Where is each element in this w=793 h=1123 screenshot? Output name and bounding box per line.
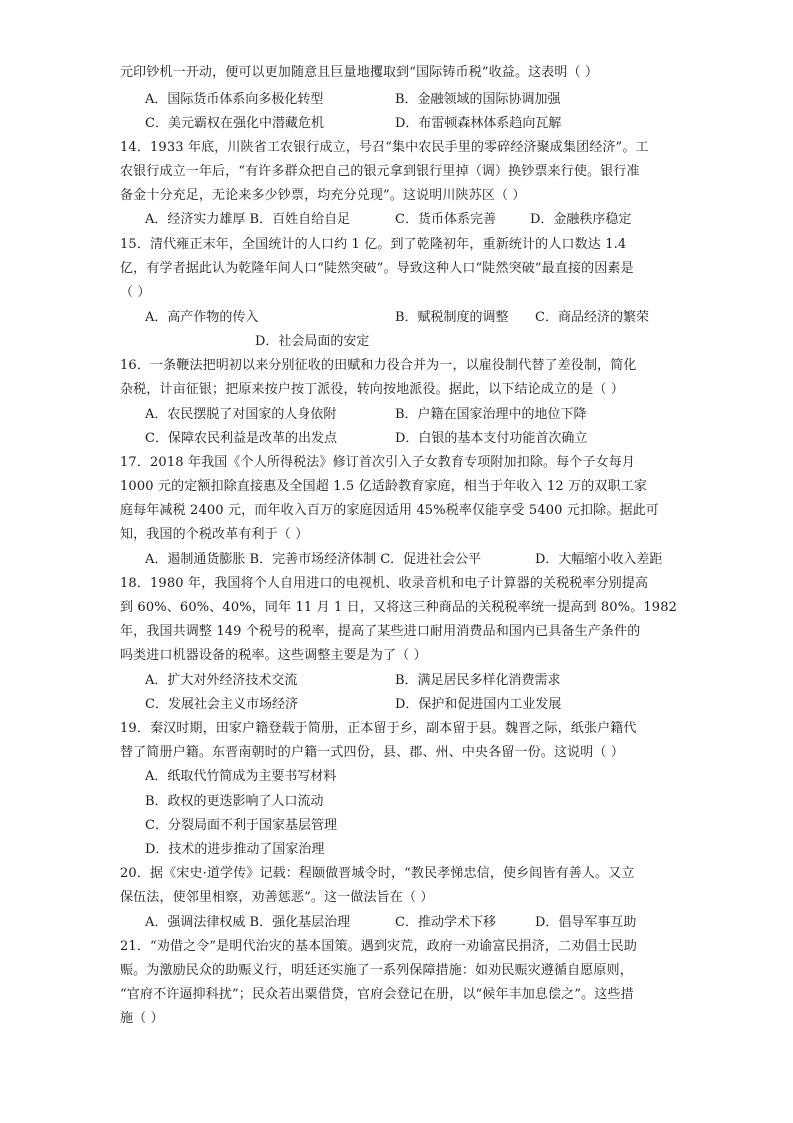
question-20-line: 保伍法，使邻里相察，劝善惩恶”。这一做法旨在（ ） — [120, 890, 434, 905]
option-18-c: C．发展社会主义市场经济 — [145, 697, 298, 712]
option-13-b: B．金融领域的国际协调加强 — [395, 92, 561, 107]
option-18-b: B．满足居民多样化消费需求 — [395, 673, 561, 688]
option-16-d: D．白银的基本支付功能首次确立 — [395, 431, 588, 446]
option-15-a: A．高产作物的传入 — [145, 310, 259, 325]
option-14-ab: A．经济实力雄厚 B．百姓自给自足 — [145, 212, 351, 227]
question-15-line: 亿，有学者据此认为乾隆年间人口“陡然突破”。导致这种人口“陡然突破”最直接的因素是 — [120, 261, 634, 276]
question-17-line: 1000 元的定额扣除直接惠及全国超 1.5 亿适龄教育家庭，相当于年收入 12 万的双职工家 — [120, 479, 648, 494]
option-13-c: C．美元霸权在强化中潜藏危机 — [145, 116, 324, 131]
option-14-c: C．货币体系完善 — [395, 212, 496, 227]
option-18-d: D．保护和促进国内工业发展 — [395, 697, 562, 712]
option-13-a: A．国际货币体系向多极化转型 — [145, 92, 324, 107]
question-18-line: 吗类进口机器设备的税率。这些调整主要是为了（ ） — [120, 648, 427, 663]
question-18-line: 18．1980 年，我国将个人自用进口的电视机、收录音机和电子计算器的关税税率分别提高 — [120, 576, 649, 591]
option-15-b: B．赋税制度的调整 — [395, 310, 509, 325]
option-16-b: B．户籍在国家治理中的地位下降 — [395, 407, 587, 422]
question-16-line: 16．一条鞭法把明初以来分别征收的田赋和力役合并为一，以雇役制代替了差役制，简化 — [120, 358, 637, 373]
option-20-ab: A．强调法律权威 B．强化基层治理 — [145, 915, 351, 930]
question-19-line: 替了简册户籍。东晋南朝时的户籍一式四份，县、郡、州、中央各留一份。这说明（ ） — [120, 745, 624, 760]
question-14-line: 14．1933 年底，川陕省工农银行成立，号召“集中农民手里的零碎经济聚成集团经济”。工 — [120, 140, 649, 155]
question-21-line: 施（ ） — [120, 1011, 164, 1026]
option-13-d: D．布雷顿森林体系趋向瓦解 — [395, 116, 562, 131]
option-16-c: C．保障农民利益是改革的出发点 — [145, 431, 337, 446]
question-21-line: “官府不许逼抑科扰”；民众若出粟借贷，官府会登记在册，以“候年丰加息偿之”。这些措 — [120, 987, 634, 1002]
option-19-a: A．纸取代竹简成为主要书写材料 — [145, 769, 337, 784]
option-19-b: B．政权的更迭影响了人口流动 — [145, 794, 324, 809]
question-14-line: 备金十分充足，无论来多少钞票，均充分兑现”。这说明川陕苏区（ ） — [120, 188, 526, 203]
option-19-d: D．技术的进步推动了国家治理 — [145, 842, 325, 857]
question-17-line: 知，我国的个税改革有利于（ ） — [120, 527, 309, 542]
option-17-d: D．大幅缩小收入差距 — [535, 552, 663, 567]
question-15-line: 15．清代雍正末年，全国统计的人口约 1 亿。到了乾隆初年，重新统计的人口数达 1.4 — [120, 237, 627, 252]
option-20-c: C．推动学术下移 — [395, 915, 496, 930]
option-14-d: D．金融秩序稳定 — [530, 212, 632, 227]
option-20-d: D．倡导军事互助 — [535, 915, 637, 930]
question-15-line: （ ） — [120, 285, 151, 300]
option-17-abc: A．遏制通货膨胀 B．完善市场经济体制 C．促进社会公平 — [145, 552, 482, 567]
option-15-d: D．社会局面的安定 — [255, 334, 370, 349]
question-21-line: 21．“劝借之令”是明代治灾的基本国策。遇到灾荒，政府一劝谕富民捐济，二劝倡士民助 — [120, 939, 637, 954]
question-17-line: 17．2018 年我国《个人所得税法》修订首次引入子女教育专项附加扣除。每个子女每月 — [120, 455, 636, 470]
option-15-c: C．商品经济的繁荣 — [535, 310, 649, 325]
option-19-c: C．分裂局面不利于国家基层管理 — [145, 818, 337, 833]
option-18-a: A．扩大对外经济技术交流 — [145, 673, 298, 688]
question-14-line: 农银行成立一年后，“有许多群众把自己的银元拿到银行里掉（调）换钞票来行使。银行准 — [120, 164, 640, 179]
question-19-line: 19．秦汉时期，田家户籍登载于简册，正本留于乡，副本留于县。魏晋之际，纸张户籍代 — [120, 721, 637, 736]
option-16-a: A．农民摆脱了对国家的人身依附 — [145, 407, 337, 422]
question-21-line: 赈。为激励民众的助赈义行，明廷还实施了一系列保障措施：如劝民赈灾遵循自愿原则， — [120, 963, 633, 978]
question-18-line: 年，我国共调整 149 个税号的税率，提高了某些进口耐用消费品和国内已具备生产条件的 — [120, 624, 641, 639]
question-20-line: 20．据《宋史·道学传》记载：程颐做晋城令时，“教民孝悌忠信，使乡闾皆有善人。又立 — [120, 866, 635, 881]
question-17-line: 庭每年减税 2400 元，而年收入百万的家庭因适用 45%税率仅能享受 5400 元扣除。据此可 — [120, 503, 659, 518]
text-line: 元印钞机一开动，便可以更加随意且巨量地攫取到“国际铸币税”收益。这表明（ ） — [120, 65, 599, 80]
question-18-line: 到 60%、60%、40%，同年 11 月 1 日，又将这三种商品的关税税率统一提高到 80%。1982 — [120, 600, 678, 615]
question-16-line: 杂税，计亩征银；把原来按户按丁派役，转向按地派役。据此，以下结论成立的是（ ） — [120, 382, 624, 397]
